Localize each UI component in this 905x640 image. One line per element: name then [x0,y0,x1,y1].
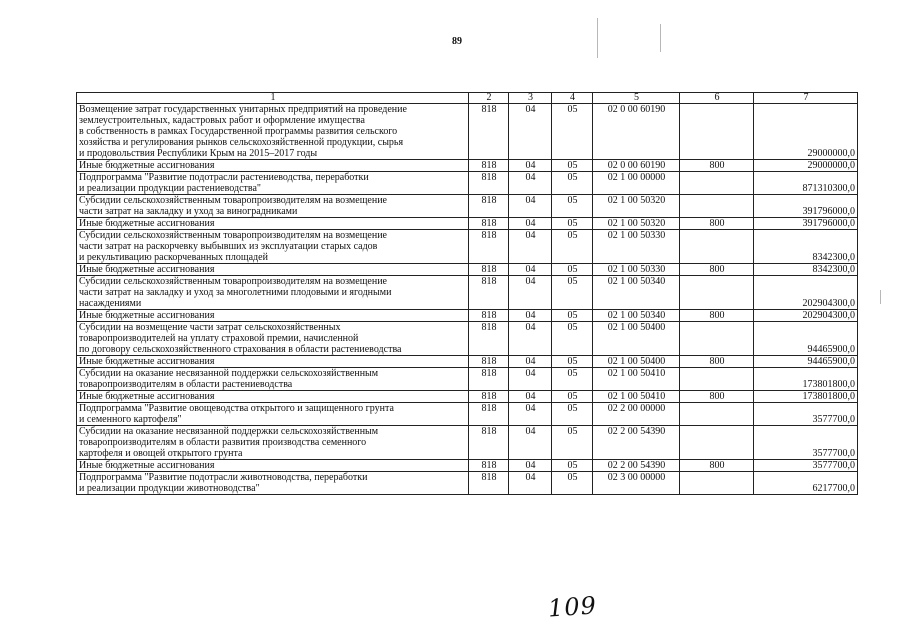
table-row [77,195,858,218]
amount-value: 202904300,0 [754,276,858,310]
column-header: 7 [754,93,858,104]
section-code: 04 [509,172,552,195]
amount-value: 29000000,0 [754,160,858,172]
amount-value: 29000000,0 [754,104,858,160]
subsection-code: 05 [552,195,593,218]
section-code: 04 [509,104,552,160]
row-description: Иные бюджетные ассигнования [77,391,469,403]
ministry-code: 818 [469,322,509,356]
table-row [77,368,858,391]
ministry-code: 818 [469,104,509,160]
expense-type-code [680,230,754,264]
ministry-code: 818 [469,160,509,172]
section-code: 04 [509,322,552,356]
section-code: 04 [509,195,552,218]
target-article-code: 02 1 00 50320 [593,218,680,230]
row-description: Субсидии на оказание несвязанной поддержки сельскохозяйственным товаропроизводителям в области развития производства семенного картофеля и овощей открытого грунта [77,426,469,460]
table-row [77,403,858,426]
scan-artifact-line [660,24,661,52]
table-row [77,104,858,160]
expense-type-code [680,403,754,426]
amount-value: 3577700,0 [754,426,858,460]
expense-type-code [680,172,754,195]
amount-value: 173801800,0 [754,391,858,403]
ministry-code: 818 [469,172,509,195]
target-article-code: 02 2 00 00000 [593,403,680,426]
expense-type-code: 800 [680,160,754,172]
target-article-code: 02 1 00 50330 [593,230,680,264]
row-description: Иные бюджетные ассигнования [77,460,469,472]
target-article-code: 02 2 00 54390 [593,426,680,460]
expense-type-code: 800 [680,460,754,472]
expense-type-code [680,426,754,460]
section-code: 04 [509,356,552,368]
table-row [77,391,858,403]
target-article-code: 02 1 00 50400 [593,322,680,356]
ministry-code: 818 [469,391,509,403]
table-row [77,426,858,460]
amount-value: 173801800,0 [754,368,858,391]
target-article-code: 02 1 00 00000 [593,172,680,195]
amount-value: 871310300,0 [754,172,858,195]
table-header-row [77,93,858,104]
subsection-code: 05 [552,472,593,495]
column-header: 5 [593,93,680,104]
expense-type-code [680,195,754,218]
table-row [77,310,858,322]
expense-type-code [680,276,754,310]
amount-value: 391796000,0 [754,195,858,218]
row-description: Иные бюджетные ассигнования [77,356,469,368]
target-article-code: 02 1 00 50410 [593,368,680,391]
row-description: Иные бюджетные ассигнования [77,160,469,172]
expense-type-code: 800 [680,356,754,368]
expense-type-code [680,472,754,495]
row-description: Субсидии сельскохозяйственным товаропроизводителям на возмещение части затрат на закладку и уход за виноградниками [77,195,469,218]
subsection-code: 05 [552,160,593,172]
section-code: 04 [509,472,552,495]
section-code: 04 [509,160,552,172]
ministry-code: 818 [469,230,509,264]
section-code: 04 [509,368,552,391]
subsection-code: 05 [552,310,593,322]
section-code: 04 [509,218,552,230]
amount-value: 94465900,0 [754,322,858,356]
expense-type-code: 800 [680,391,754,403]
target-article-code: 02 2 00 54390 [593,460,680,472]
table-row [77,322,858,356]
row-description: Иные бюджетные ассигнования [77,218,469,230]
table-row [77,218,858,230]
amount-value: 3577700,0 [754,403,858,426]
subsection-code: 05 [552,391,593,403]
ministry-code: 818 [469,472,509,495]
section-code: 04 [509,460,552,472]
ministry-code: 818 [469,310,509,322]
table-row [77,264,858,276]
scan-artifact-line [597,18,598,58]
column-header: 1 [77,93,469,104]
column-header: 6 [680,93,754,104]
column-header: 2 [469,93,509,104]
target-article-code: 02 1 00 50410 [593,391,680,403]
row-description: Субсидии на возмещение части затрат сельскохозяйственных товаропроизводителей на уплату страховой премии, начисленной по договору сельскохозяйственного страхования в области растениеводства [77,322,469,356]
section-code: 04 [509,391,552,403]
table-row [77,276,858,310]
table-row [77,230,858,264]
target-article-code: 02 0 00 60190 [593,104,680,160]
table-row [77,356,858,368]
table-row [77,472,858,495]
target-article-code: 02 1 00 50340 [593,276,680,310]
budget-allocation-table [76,92,858,495]
subsection-code: 05 [552,356,593,368]
subsection-code: 05 [552,368,593,391]
ministry-code: 818 [469,368,509,391]
ministry-code: 818 [469,218,509,230]
subsection-code: 05 [552,218,593,230]
page-number: 89 [452,36,462,47]
target-article-code: 02 3 00 00000 [593,472,680,495]
expense-type-code: 800 [680,264,754,276]
table-row [77,160,858,172]
amount-value: 94465900,0 [754,356,858,368]
ministry-code: 818 [469,276,509,310]
amount-value: 3577700,0 [754,460,858,472]
subsection-code: 05 [552,230,593,264]
table-row [77,460,858,472]
expense-type-code [680,104,754,160]
table-row [77,172,858,195]
column-header: 4 [552,93,593,104]
subsection-code: 05 [552,322,593,356]
subsection-code: 05 [552,460,593,472]
column-header: 3 [509,93,552,104]
target-article-code: 02 1 00 50340 [593,310,680,322]
amount-value: 202904300,0 [754,310,858,322]
scan-artifact-line [880,290,881,304]
ministry-code: 818 [469,426,509,460]
target-article-code: 02 0 00 60190 [593,160,680,172]
row-description: Подпрограмма "Развитие овощеводства открытого и защищенного грунта и семенного картофеля" [77,403,469,426]
amount-value: 8342300,0 [754,264,858,276]
target-article-code: 02 1 00 50320 [593,195,680,218]
handwritten-page-number: 109 [547,591,598,623]
row-description: Субсидии на оказание несвязанной поддержки сельскохозяйственным товаропроизводителям в области растениеводства [77,368,469,391]
subsection-code: 05 [552,426,593,460]
ministry-code: 818 [469,195,509,218]
amount-value: 6217700,0 [754,472,858,495]
row-description: Подпрограмма "Развитие подотрасли животноводства, переработки и реализации продукции животноводства" [77,472,469,495]
target-article-code: 02 1 00 50400 [593,356,680,368]
subsection-code: 05 [552,403,593,426]
expense-type-code [680,322,754,356]
section-code: 04 [509,230,552,264]
section-code: 04 [509,264,552,276]
ministry-code: 818 [469,264,509,276]
subsection-code: 05 [552,276,593,310]
section-code: 04 [509,310,552,322]
ministry-code: 818 [469,403,509,426]
ministry-code: 818 [469,460,509,472]
section-code: 04 [509,403,552,426]
row-description: Иные бюджетные ассигнования [77,264,469,276]
row-description: Субсидии сельскохозяйственным товаропроизводителям на возмещение части затрат на раскорчевку выбывших из эксплуатации старых садов и рекультивацию раскорчеванных площадей [77,230,469,264]
subsection-code: 05 [552,172,593,195]
section-code: 04 [509,426,552,460]
target-article-code: 02 1 00 50330 [593,264,680,276]
expense-type-code [680,368,754,391]
row-description: Возмещение затрат государственных унитарных предприятий на проведение землеустроительных, кадастровых работ и оформление имущества в собственность в рамках Государственной программы развития сельского хозяйства и регулирования рынков сельскохозяйственной продукции, сырья и продовольствия Республики Крым на 2015–2017 годы [77,104,469,160]
row-description: Иные бюджетные ассигнования [77,310,469,322]
subsection-code: 05 [552,264,593,276]
ministry-code: 818 [469,356,509,368]
section-code: 04 [509,276,552,310]
subsection-code: 05 [552,104,593,160]
row-description: Субсидии сельскохозяйственным товаропроизводителям на возмещение части затрат на закладку и уход за многолетними плодовыми и ягодными насаждениями [77,276,469,310]
amount-value: 8342300,0 [754,230,858,264]
expense-type-code: 800 [680,218,754,230]
expense-type-code: 800 [680,310,754,322]
row-description: Подпрограмма "Развитие подотрасли растениеводства, переработки и реализации продукции растениеводства" [77,172,469,195]
amount-value: 391796000,0 [754,218,858,230]
